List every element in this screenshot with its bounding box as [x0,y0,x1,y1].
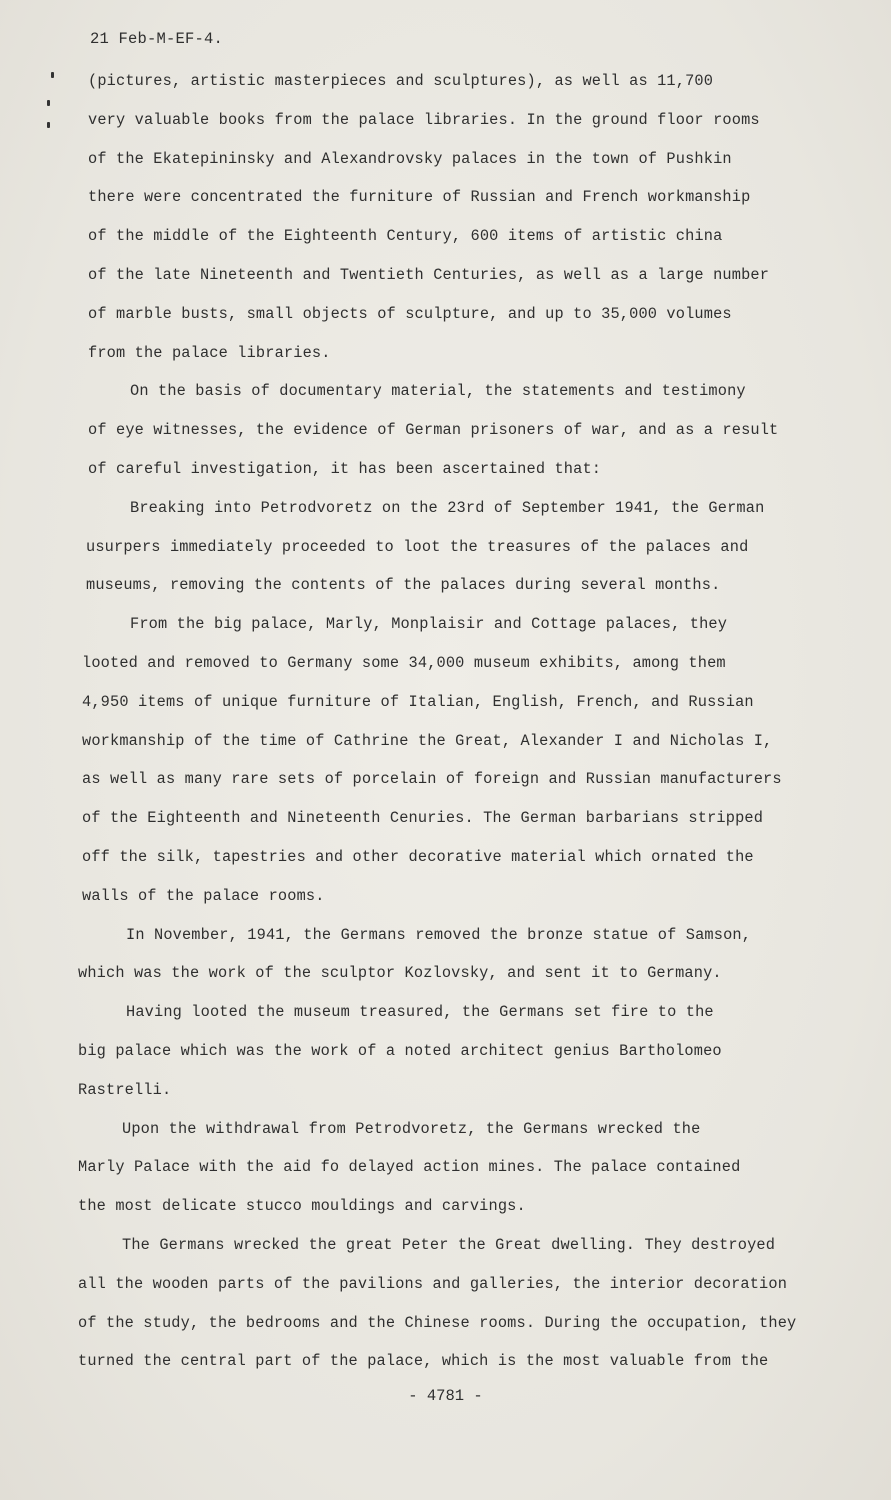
document-body [72,62,832,1381]
text-line: big palace which was the work of a noted architect genius Bartholomeo [78,1041,722,1060]
text-line: From the big palace, Marly, Monplaisir and Cottage palaces, they [130,615,728,634]
text-line: workmanship of the time of Cathrine the Great, Alexander I and Nicholas I, [82,731,773,750]
text-line: all the wooden parts of the pavilions and galleries, the interior decoration [78,1274,788,1293]
text-line: there were concentrated the furniture of Russian and French workmanship [88,188,751,207]
text-line: of eye witnesses, the evidence of German prisoners of war, and as a result [88,421,779,440]
page-number: - 4781 - [408,1387,483,1405]
margin-mark [51,72,54,78]
text-line: of the study, the bedrooms and the Chinese rooms. During the occupation, they [78,1313,797,1332]
text-line: from the palace libraries. [88,343,331,362]
text-line: Upon the withdrawal from Petrodvoretz, the Germans wrecked the [122,1119,701,1138]
text-line: Marly Palace with the aid fo delayed action mines. The palace contained [78,1158,741,1177]
text-line: Rastrelli. [78,1080,172,1099]
text-line: usurpers immediately proceeded to loot the treasures of the palaces and [86,537,749,556]
text-line: The Germans wrecked the great Peter the Great dwelling. They destroyed [122,1235,776,1254]
text-line: 4,950 items of unique furniture of Italian, English, French, and Russian [82,692,754,711]
text-line: of the late Nineteenth and Twentieth Centuries, as well as a large number [88,265,770,284]
text-line: museums, removing the contents of the palaces during several months. [86,576,721,595]
text-line: off the silk, tapestries and other decorative material which ornated the [82,847,754,866]
text-line: Breaking into Petrodvoretz on the 23rd of September 1941, the German [130,498,765,517]
margin-mark [47,122,50,128]
text-line: as well as many rare sets of porcelain of foreign and Russian manufacturers [82,770,782,789]
text-line: the most delicate stucco mouldings and carvings. [78,1197,526,1216]
text-line: of the Ekatерininsky and Alexandrovsky palaces in the town of Pushkin [88,149,732,168]
text-line: which was the work of the sculptor Kozlovsky, and sent it to Germany. [78,964,722,983]
text-line: looted and removed to Germany some 34,000 museum exhibits, among them [82,653,726,672]
text-line: Having looted the museum treasured, the Germans set fire to the [126,1003,714,1022]
text-line: very valuable books from the palace libraries. In the ground floor rooms [88,110,760,129]
text-line: On the basis of documentary material, the statements and testimony [130,382,746,401]
text-line: of the middle of the Eighteenth Century, 600 items of artistic china [88,227,723,246]
text-line: of careful investigation, it has been ascertained that: [88,459,602,478]
margin-mark [47,100,50,106]
text-line: (pictures, artistic masterpieces and sculptures), as well as 11,700 [88,72,714,90]
document-reference: 21 Feb-M-EF-4. [90,30,224,48]
text-line: of marble busts, small objects of sculpture, and up to 35,000 volumes [88,304,732,323]
text-line: walls of the palace rooms. [82,886,325,905]
text-line: turned the central part of the palace, which is the most valuable from the [78,1352,769,1371]
text-line: In November, 1941, the Germans removed the bronze statue of Samson, [126,925,752,944]
text-line: of the Eighteenth and Nineteenth Cenuries. The German barbarians stripped [82,809,764,828]
